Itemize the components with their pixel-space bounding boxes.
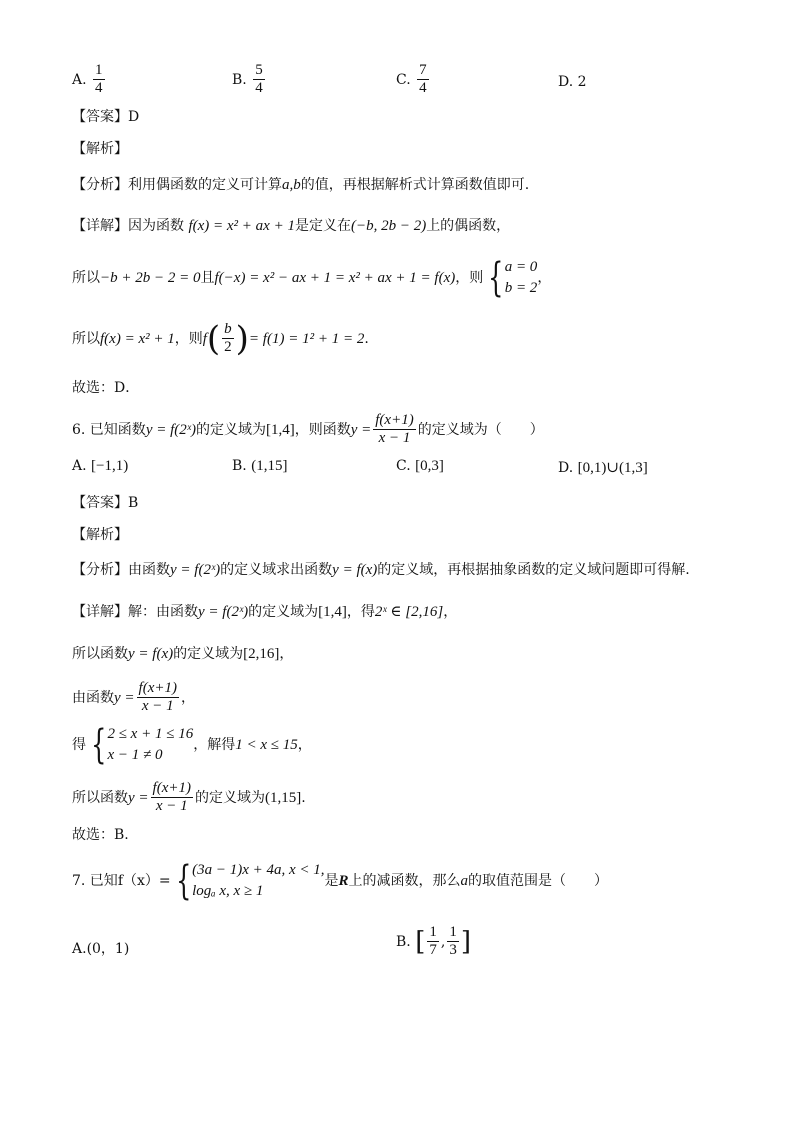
bracket-icon: [ <box>415 926 426 957</box>
q7-option-b: B. [ $\frac{1}{7}$ , $\frac{1}{3}$ ] <box>396 924 471 959</box>
q5-option-c: C. $\frac{7}{4}$ <box>396 62 427 97</box>
q5-choose: 故选：D． <box>72 380 140 396</box>
fraction: $\frac{5}{4}$ <box>255 62 263 97</box>
fraction: $\frac{f(x+1)}{x - 1}$ <box>152 780 191 815</box>
q5-option-a: A. $\frac{1}{4}$ <box>72 62 103 97</box>
brace-icon: { <box>488 255 504 301</box>
q6-option-d: D. [0,1)∪(1,3] <box>558 460 648 476</box>
q6-detail-line2: 所以函数y = f(x)的定义域为[2,16]， <box>72 646 294 662</box>
brace-icon: { <box>175 858 191 904</box>
q7-option-a: A.(0，1) <box>72 941 130 957</box>
q6-analysis: 【分析】由函数y = f(2ˣ)的定义域求出函数y = f(x)的定义域，再根据抽象函数的定义域问题即可得解. <box>72 562 690 578</box>
case-system: a = 0 b = 2 <box>504 259 538 296</box>
q5-analysis: 【分析】利用偶函数的定义可计算a,b的值，再根据解析式计算函数值即可. <box>72 177 530 193</box>
fraction: $\frac{1}{7}$ <box>429 924 437 959</box>
q6-stem: 6. 已知函数y = f(2ˣ)的定义域为[1,4]，则函数y = $\frac{f(x+1)}{x - 1}$ 的定义域为（ ） <box>72 412 544 447</box>
q6-detail-line4: 得 { 2 ≤ x + 1 ≤ 16 x − 1 ≠ 0 ，解得1 < x ≤ 15， <box>72 722 312 768</box>
q6-detail-line3: 由函数y = $\frac{f(x+1)}{x - 1}$ ， <box>72 680 195 715</box>
q6-answer: 【答案】B <box>72 495 139 511</box>
q6-option-b: B. (1,15] <box>232 458 288 474</box>
paren-icon: ) <box>235 318 249 359</box>
fraction: $\frac{7}{4}$ <box>419 62 427 97</box>
fraction: $\frac{1}{3}$ <box>449 924 457 959</box>
q5-detail-line3: 所以f(x) = x² + 1，则f( $\frac{b}{2}$ )= f(1) = 1² + 1 = 2. <box>72 318 369 359</box>
paren-icon: ( <box>206 318 221 359</box>
q5-answer: 【答案】D <box>72 109 140 125</box>
fraction: $\frac{1}{4}$ <box>95 62 103 97</box>
q5-detail-line1: 【详解】因为函数 f(x) = x² + ax + 1是定义在(−b, 2b − 2)上的偶函数， <box>72 218 511 234</box>
q5-option-b: B. $\frac{5}{4}$ <box>232 62 263 97</box>
q6-choose: 故选：B. <box>72 827 129 843</box>
fraction: $\frac{f(x+1)}{x - 1}$ <box>138 680 177 715</box>
q7-stem: 7. 已知f（x）= { (3a − 1)x + 4a, x < 1, logₐ x, x ≥ 1 是R上的减函数，那么a的取值范围是（ ） <box>72 858 609 904</box>
q5-jiexi: 【解析】 <box>72 141 128 157</box>
q6-detail-line5: 所以函数y = $\frac{f(x+1)}{x - 1}$ 的定义域为(1,15]. <box>72 780 306 815</box>
q6-option-c: C. [0,3] <box>396 458 444 474</box>
brace-icon: { <box>91 722 107 768</box>
q6-jiexi: 【解析】 <box>72 527 128 543</box>
fraction: $\frac{b}{2}$ <box>224 321 232 356</box>
fraction: $\frac{f(x+1)}{x - 1}$ <box>375 412 414 447</box>
q6-option-a: A. [−1,1) <box>72 458 129 474</box>
bracket-icon: ] <box>460 926 471 957</box>
q5-option-d: D. 2 <box>558 74 587 90</box>
q6-detail-line1: 【详解】解：由函数y = f(2ˣ)的定义域为[1,4]，得2ˣ ∈ [2,16]， <box>72 604 458 620</box>
case-system: (3a − 1)x + 4a, x < 1, logₐ x, x ≥ 1 <box>192 862 325 899</box>
case-system: 2 ≤ x + 1 ≤ 16 x − 1 ≠ 0 <box>107 726 194 763</box>
q5-detail-line2: 所以−b + 2b − 2 = 0且f(−x) = x² − ax + 1 = x² + ax + 1 = f(x)，则 { a = 0 b = 2 ， <box>72 255 552 301</box>
